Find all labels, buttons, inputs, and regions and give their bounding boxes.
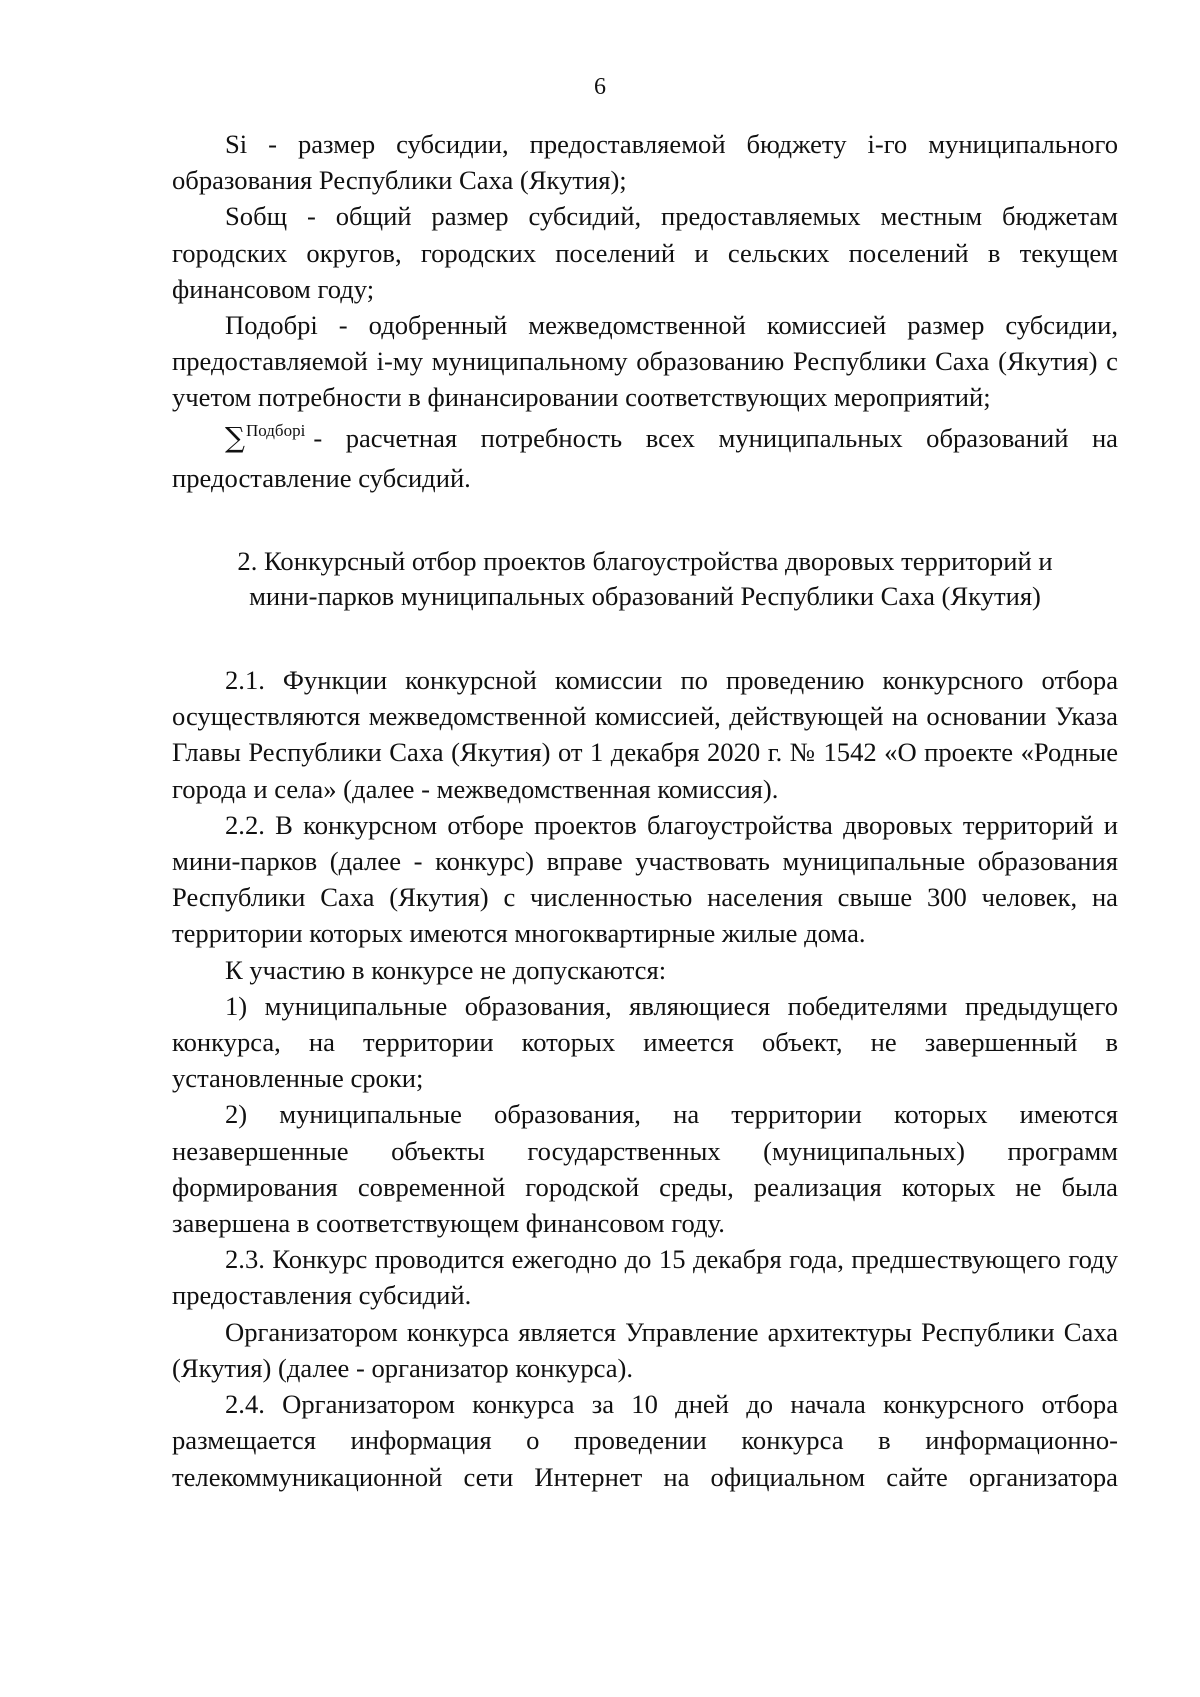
paragraph-2-4: 2.4. Организатором конкурса за 10 дней до начала конкурсного отбора размещается информация о проведении конкурса в информационно-телекоммуникационной сети Интернет на официальном сайте организатора — [172, 1389, 1118, 1492]
not-allowed-intro: К участию в конкурсе не допускаются: — [225, 954, 667, 985]
document-body — [172, 126, 1118, 1495]
section-heading-line2: мини-парков муниципальных образований Республики Саха (Якутия) — [249, 581, 1041, 612]
sum-symbol: ∑ — [225, 420, 245, 454]
paragraph-2-3: 2.3. Конкурс проводится ежегодно до 15 декабря года, предшествующего году предоставления субсидий. — [172, 1244, 1118, 1311]
definition-podobr: Подобрi - одобренный межведомственной комиссией размер субсидии, предоставляемой i-му муниципальному образованию Республики Саха (Якутия) с учетом потребности в финансировании соответствующих мероприятий; — [172, 310, 1118, 413]
sum-text: - расчетная потребность всех муниципальных образований на предоставление субсидий. — [172, 422, 1118, 493]
definition-si: Si - размер субсидии, предоставляемой бюджету i-го муниципального образования Республики Саха (Якутия); — [172, 129, 1118, 196]
paragraph-2-2: 2.2. В конкурсном отборе проектов благоустройства дворовых территорий и мини-парков (далее - конкурс) вправе участвовать муниципальные образования Республики Саха (Якутия) с численностью населения свыше 300 человек, на территории которых имеются многоквартирные жилые дома. — [172, 809, 1118, 949]
section-heading — [172, 544, 1118, 614]
organizer-paragraph: Организатором конкурса является Управление архитектуры Республики Саха (Якутия) (далее - организатор конкурса). — [172, 1316, 1118, 1383]
paragraph-2-1: 2.1. Функции конкурсной комиссии по проведению конкурсного отбора осуществляются межведомственной комиссией, действующей на основании Указа Главы Республики Саха (Якутия) от 1 декабря 2020 г. № 1542 «О проекте «Родные города и села» (далее - межведомственная комиссия). — [172, 665, 1118, 804]
section-heading-line1: 2. Конкурсный отбор проектов благоустройства дворовых территорий и — [237, 546, 1053, 577]
sum-subscript: Подборi — [246, 420, 306, 440]
page-number: 6 — [594, 74, 606, 100]
definition-sum — [172, 420, 1118, 496]
definition-sobsh: Sобщ - общий размер субсидий, предоставляемых местным бюджетам городских округов, городских поселений и сельских поселений в текущем финансовом году; — [172, 201, 1118, 304]
exclusion-item-1: 1) муниципальные образования, являющиеся победителями предыдущего конкурса, на территории которых имеется объект, не завершенный в установленные сроки; — [172, 990, 1118, 1094]
exclusion-item-2: 2) муниципальные образования, на территории которых имеются незавершенные объекты государственных (муниципальных) программ формирования современной городской среды, реализация которых не была завершена в соответствующем финансовом году. — [172, 1099, 1118, 1239]
